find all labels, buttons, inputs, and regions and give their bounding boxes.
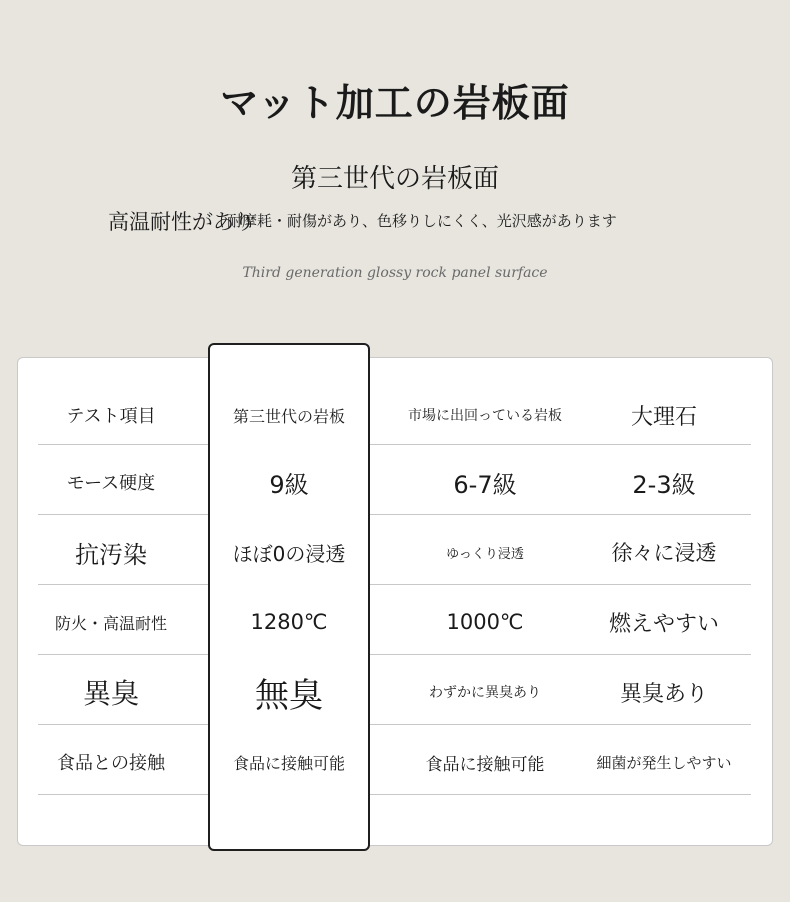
table-cell: 食品に接触可能 [232, 753, 345, 773]
column-header-market: 市場に出回っている岩板 [408, 408, 562, 424]
decorative-script-text: Third generation glossy rock panel surface [242, 265, 548, 281]
table-cell-label: 抗汚染 [75, 540, 147, 569]
table-cell: 細菌が発生しやすい [596, 753, 732, 772]
table-cell-label: 防火・高温耐性 [54, 613, 167, 633]
page-subtitle: 第三世代の岩板面 [290, 164, 499, 194]
table-cell: 異臭あり [619, 681, 708, 707]
table-cell-label: 異臭 [82, 677, 139, 710]
table-cell: 6-7級 [453, 470, 517, 499]
table-cell: ゆっくり浸透 [446, 546, 524, 562]
table-cell-label: モース硬度 [66, 473, 156, 494]
feature-description-left: 高温耐性があり [108, 210, 255, 234]
column-header-third-gen: 第三世代の岩板 [232, 406, 345, 426]
page-title: マット加工の岩板面 [220, 81, 570, 125]
column-header-test-item: テスト項目 [66, 406, 156, 427]
table-cell: 無臭 [255, 675, 323, 716]
table-cell: わずかに異臭あり [429, 685, 541, 701]
table-cell-label: 食品との接触 [57, 753, 165, 774]
table-cell: 食品に接触可能 [425, 754, 545, 775]
feature-description-right: 耐摩耗・耐傷があり、色移りしにくく、光沢感があります [227, 212, 617, 230]
table-cell: 9級 [269, 470, 309, 499]
table-cell: 1000℃ [446, 610, 524, 634]
feature-description [100, 200, 700, 240]
table-cell: 徐々に浸透 [611, 541, 717, 565]
table-cell: ほぼ0の浸透 [232, 541, 346, 566]
table-cell: 2-3級 [632, 470, 696, 499]
table-cell: 燃えやすい [608, 611, 719, 637]
table-cell: 1280℃ [250, 610, 328, 634]
column-header-marble: 大理石 [630, 404, 697, 430]
